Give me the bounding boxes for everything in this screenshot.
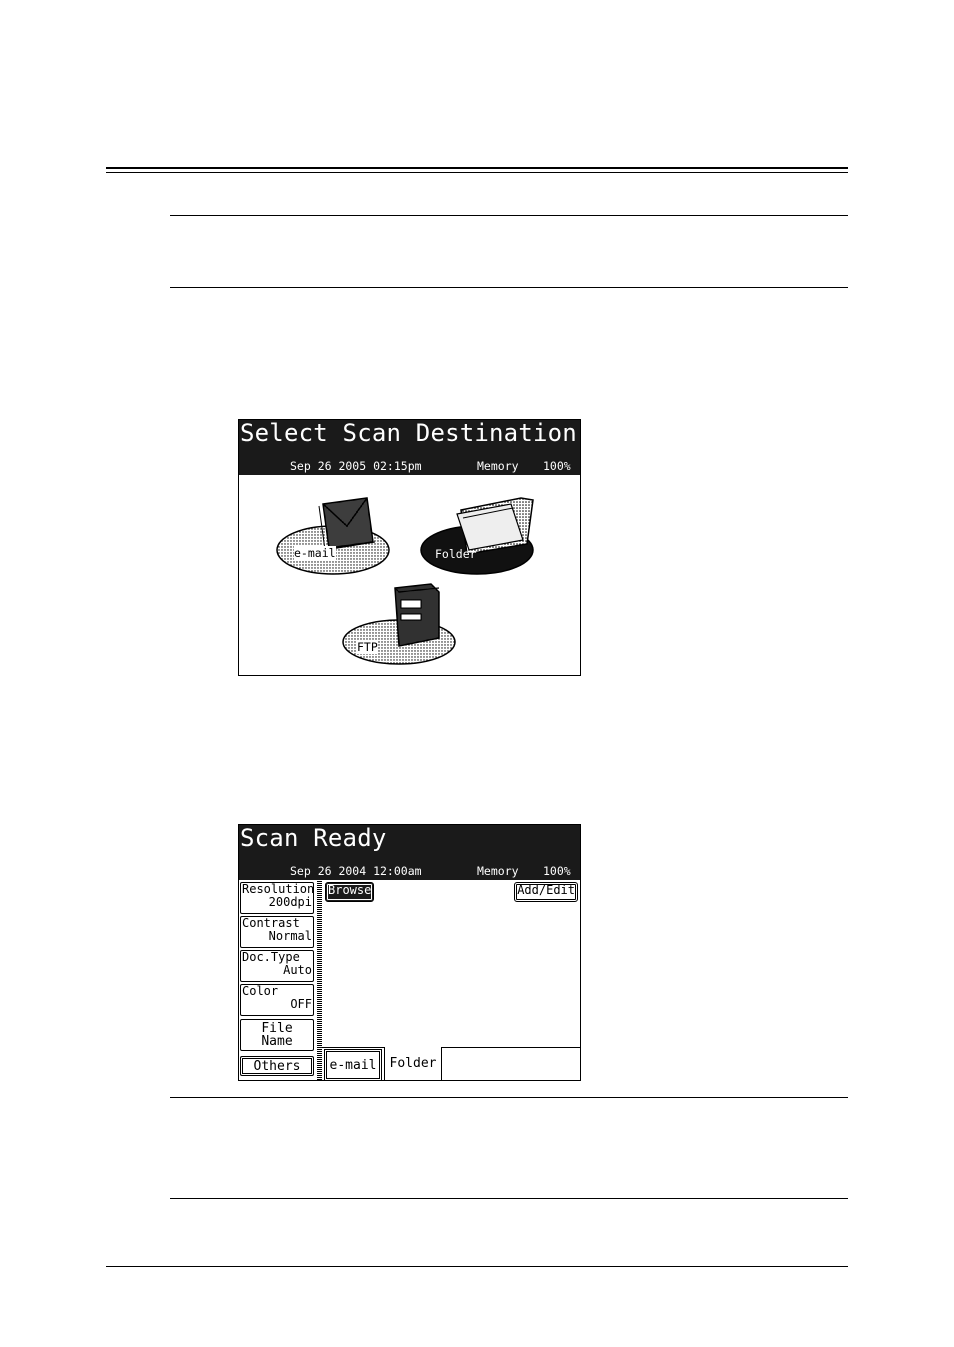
tab-row-line <box>322 1047 580 1048</box>
doc-type-value: Auto <box>283 963 312 977</box>
screen-title: Select Scan Destination <box>240 419 577 447</box>
settings-column <box>239 881 319 1080</box>
contrast-label: Contrast <box>242 916 300 930</box>
folder-icon <box>417 492 537 578</box>
doc-type-label: Doc.Type <box>242 950 300 964</box>
browse-button[interactable] <box>325 882 374 902</box>
destination-folder-label: Folder <box>435 547 477 561</box>
memory-value: 100% <box>543 864 571 878</box>
destination-email-label: e-mail <box>294 546 336 560</box>
section-rule <box>170 1097 848 1098</box>
browse-label: Browse <box>328 883 372 897</box>
header-rule-thick <box>106 167 848 169</box>
datetime: Sep 26 2004 12:00am <box>290 864 422 878</box>
footer-rule <box>106 1266 848 1267</box>
destination-ftp-label: FTP <box>357 640 378 654</box>
screen-title: Scan Ready <box>240 824 387 852</box>
header-rule-thin <box>106 172 848 173</box>
resolution-value: 200dpi <box>268 895 312 909</box>
color-value: OFF <box>290 997 312 1011</box>
others-button[interactable] <box>240 1056 314 1076</box>
resolution-label: Resolution <box>242 882 315 896</box>
server-icon <box>339 578 459 668</box>
contrast-button[interactable] <box>240 916 314 948</box>
panel-divider <box>317 881 322 1080</box>
tab-email[interactable] <box>324 1049 382 1080</box>
destination-folder[interactable] <box>417 492 537 578</box>
memory-label: Memory <box>477 864 519 878</box>
select-scan-destination-screen <box>238 419 581 676</box>
add-edit-button[interactable] <box>514 882 578 902</box>
tab-folder-label: Folder <box>389 1056 437 1071</box>
destination-email[interactable] <box>275 492 395 578</box>
title-bar <box>239 825 580 880</box>
add-edit-label: Add/Edit <box>517 883 575 897</box>
file-name-button[interactable] <box>240 1019 314 1051</box>
envelope-icon <box>275 492 395 578</box>
doc-type-button[interactable] <box>240 950 314 982</box>
datetime: Sep 26 2005 02:15pm <box>290 459 422 473</box>
tab-folder[interactable] <box>384 1047 442 1080</box>
section-rule <box>170 215 848 216</box>
memory-value: 100% <box>543 459 571 473</box>
others-label: Others <box>253 1058 301 1074</box>
resolution-button[interactable] <box>240 882 314 914</box>
contrast-value: Normal <box>268 929 312 943</box>
tab-email-label: e-mail <box>329 1057 377 1073</box>
scan-ready-screen <box>238 824 581 1081</box>
section-rule <box>170 287 848 288</box>
title-bar <box>239 420 580 475</box>
section-rule <box>170 1198 848 1199</box>
file-name-label: File Name <box>261 1021 293 1049</box>
color-label: Color <box>242 984 279 998</box>
destination-ftp[interactable] <box>339 578 459 668</box>
memory-label: Memory <box>477 459 519 473</box>
color-button[interactable] <box>240 984 314 1016</box>
